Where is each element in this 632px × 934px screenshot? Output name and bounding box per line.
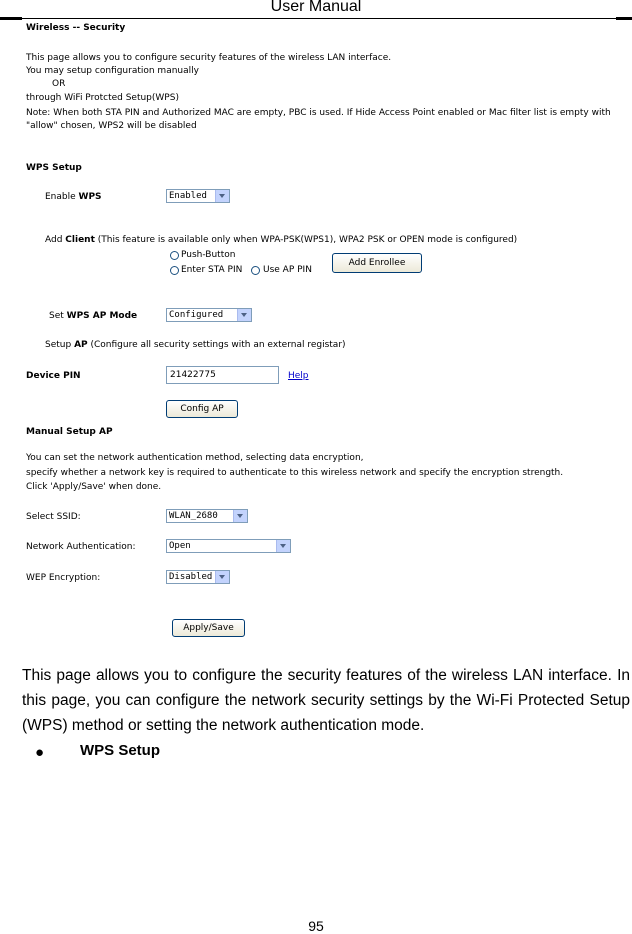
intro-line: You may setup configuration manually	[26, 66, 199, 76]
wps-ap-mode-value: Configured	[169, 310, 224, 320]
enter-sta-pin-label: Enter STA PIN	[181, 265, 243, 275]
set-wps-ap-mode-label	[49, 310, 137, 322]
setup-ap-bold: AP	[74, 340, 88, 350]
intro-line: OR	[52, 79, 66, 89]
chevron-down-icon	[215, 571, 229, 583]
wps-setup-heading: WPS Setup	[26, 163, 82, 173]
push-button-radio[interactable]	[170, 251, 179, 260]
ssid-value: WLAN_2680	[169, 511, 218, 521]
push-button-label: Push-Button	[181, 250, 236, 260]
manual-setup-heading: Manual Setup AP	[26, 427, 113, 437]
chevron-down-icon	[237, 309, 251, 321]
chevron-down-icon	[233, 510, 247, 522]
header-rule-left	[0, 17, 22, 20]
body-paragraph	[22, 663, 630, 738]
enable-wps-select[interactable]	[166, 189, 230, 203]
device-pin-label: Device PIN	[26, 371, 81, 381]
help-link[interactable]: Help	[288, 371, 309, 381]
setup-ap-note: (Configure all security settings with an external registar)	[87, 340, 346, 350]
set-wps-ap-mode-bold: WPS AP Mode	[66, 311, 138, 321]
wps-ap-mode-select[interactable]	[166, 308, 252, 322]
bullet-icon: ●	[35, 744, 45, 761]
manual-line: specify whether a network key is required to authenticate to this wireless network and specify the encryption strength.	[26, 468, 564, 478]
wep-encryption-value: Disabled	[169, 572, 213, 582]
enable-wps-label-text: Enable	[45, 192, 79, 202]
enable-wps-label-bold: WPS	[78, 192, 102, 202]
bullet-heading: WPS Setup	[80, 742, 161, 759]
setup-ap-label	[45, 339, 346, 351]
use-ap-pin-radio[interactable]	[251, 266, 260, 275]
header-rule	[22, 18, 616, 19]
intro-line: through WiFi Protcted Setup(WPS)	[26, 93, 179, 103]
network-auth-value: Open	[169, 541, 191, 551]
apply-save-button[interactable]: Apply/Save	[172, 619, 245, 637]
page-number: 95	[308, 918, 324, 934]
use-ap-pin-label: Use AP PIN	[263, 265, 312, 275]
chevron-down-icon	[276, 540, 290, 552]
manual-line: Click 'Apply/Save' when done.	[26, 482, 162, 492]
note-line: "allow" chosen, WPS2 will be disabled	[26, 121, 197, 131]
enable-wps-label	[45, 191, 102, 203]
enable-wps-value: Enabled	[169, 191, 207, 201]
add-client-pre: Add	[45, 235, 66, 245]
network-auth-label: Network Authentication:	[26, 542, 136, 552]
page-header	[0, 0, 632, 22]
select-ssid-label: Select SSID:	[26, 512, 81, 522]
ssid-select[interactable]	[166, 509, 248, 523]
body-paragraph-text: This page allows you to configure the security features of the wireless LAN interface. In this page, you can configure the network security settings by the Wi-Fi Protected Setup (WPS) method or setting the network authentication mode.	[22, 667, 630, 734]
header-title: User Manual	[270, 0, 362, 15]
config-ap-button[interactable]: Config AP	[166, 400, 238, 418]
router-screenshot	[0, 22, 632, 652]
device-pin-field[interactable]: 21422775	[166, 366, 279, 384]
add-enrollee-button[interactable]: Add Enrollee	[332, 253, 422, 273]
add-client-label	[45, 234, 517, 246]
set-wps-ap-mode-pre: Set	[49, 311, 67, 321]
manual-line: You can set the network authentication method, selecting data encryption,	[26, 453, 364, 463]
page-title: Wireless -- Security	[26, 23, 126, 33]
add-client-note: (This feature is available only when WPA-PSK(WPS1), WPA2 PSK or OPEN mode is configured)	[94, 235, 518, 245]
wep-encryption-select[interactable]	[166, 570, 230, 584]
setup-ap-pre: Setup	[45, 340, 75, 350]
intro-line: This page allows you to configure security features of the wireless LAN interface.	[26, 53, 392, 63]
chevron-down-icon	[215, 190, 229, 202]
note-line: Note: When both STA PIN and Authorized MAC are empty, PBC is used. If Hide Access Point enabled or Mac filter list is empty with	[26, 108, 611, 118]
enter-sta-pin-radio[interactable]	[170, 266, 179, 275]
header-rule-right	[616, 17, 632, 20]
network-auth-select[interactable]	[166, 539, 291, 553]
add-client-bold: Client	[65, 235, 95, 245]
wep-encryption-label: WEP Encryption:	[26, 573, 101, 583]
